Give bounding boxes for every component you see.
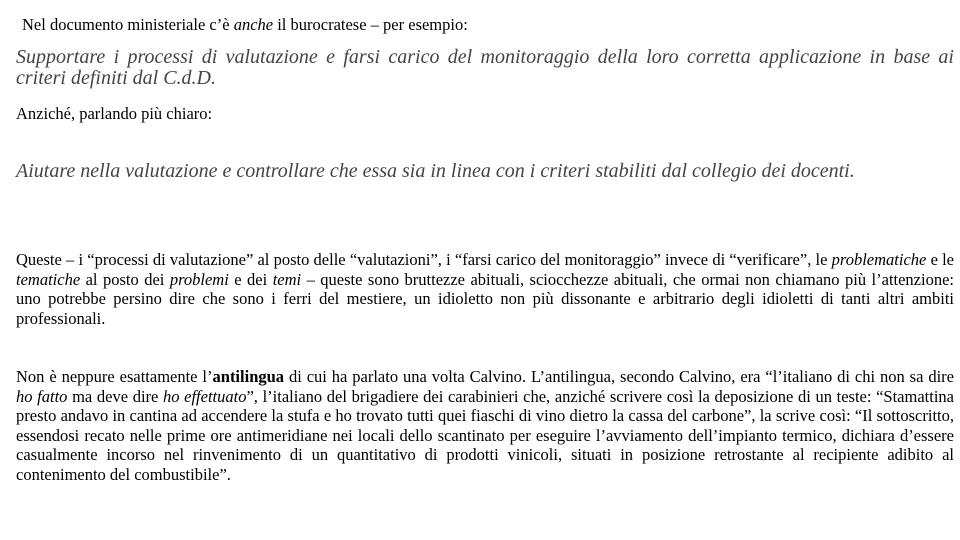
p1-emph-temi: temi bbox=[272, 269, 302, 289]
p2-emph-ho-effettuato: ho effettuato bbox=[163, 386, 247, 406]
plain-intro: Anziché, parlando più chiaro: bbox=[16, 104, 213, 123]
p1-text-2: e le bbox=[926, 250, 955, 269]
paragraph-bruttezze bbox=[16, 250, 954, 328]
p2-bold-antilingua: antilingua bbox=[212, 367, 285, 386]
p1-text-4: e dei bbox=[228, 269, 273, 289]
p1-text-3: al posto dei bbox=[80, 269, 170, 289]
p2-text-3: ma deve dire bbox=[67, 386, 163, 406]
p1-text-5: – queste sono bruttezze abituali, sciocchezze abituali, che ormai non chiamano più l’attenzione: uno potrebbe persino dire che sono i ferri del mestiere, un idioletto non più dissonante e arbitrario degli idioletti di tanti altri ambiti professionali. bbox=[16, 269, 954, 328]
p1-text-1: Queste – i “processi di valutazione” al posto delle “valutazioni”, i “farsi carico del monitoraggio” invece di “verificare”, le bbox=[16, 250, 832, 269]
intro-before: Nel documento ministeriale c’è bbox=[22, 15, 234, 34]
p2-text-4: ”, l’italiano del brigadiere dei carabinieri che, anziché scrivere così la deposizione di un teste: “Stamattina presto andavo in cantina ad accendere la stufa e ho trovato tutti quei fiaschi di vino dietro la cassa del carbone”, la scrive così: “Il sottoscritto, essendosi recato nelle prime ore antimeridiane nei locali dello scantinato per eseguire l’avviamento dell’impianto termico, dichiara d’essere casualmente incorso nel rinvenimento di un quantitativo di prodotti vinicoli, situati in posizione retrostante al recipiente adibito al contenimento del combustibile”. bbox=[16, 386, 954, 484]
bureaucratic-quote: Supportare i processi di valutazione e farsi carico del monitoraggio della loro corretta applicazione in base ai criteri definiti dal C.d.D. bbox=[16, 46, 954, 89]
plain-quote: Aiutare nella valutazione e controllare che essa sia in linea con i criteri stabiliti dal collegio dei docenti. bbox=[16, 160, 855, 182]
p2-emph-ho-fatto: ho fatto bbox=[16, 386, 68, 406]
paragraph-antilingua bbox=[16, 367, 954, 484]
p1-emph-problematiche: problematiche bbox=[831, 250, 927, 269]
intro-line bbox=[22, 15, 468, 35]
p2-text-1: Non è neppure esattamente l’ bbox=[16, 367, 213, 386]
p1-emph-tematiche: tematiche bbox=[16, 269, 81, 289]
intro-after: il burocratese – per esempio: bbox=[273, 15, 468, 34]
p2-text-2: di cui ha parlato una volta Calvino. L’antilingua, secondo Calvino, era “l’italiano di chi non sa dire bbox=[284, 367, 954, 386]
p1-emph-problemi: problemi bbox=[169, 269, 229, 289]
intro-emphasis: anche bbox=[233, 15, 274, 34]
